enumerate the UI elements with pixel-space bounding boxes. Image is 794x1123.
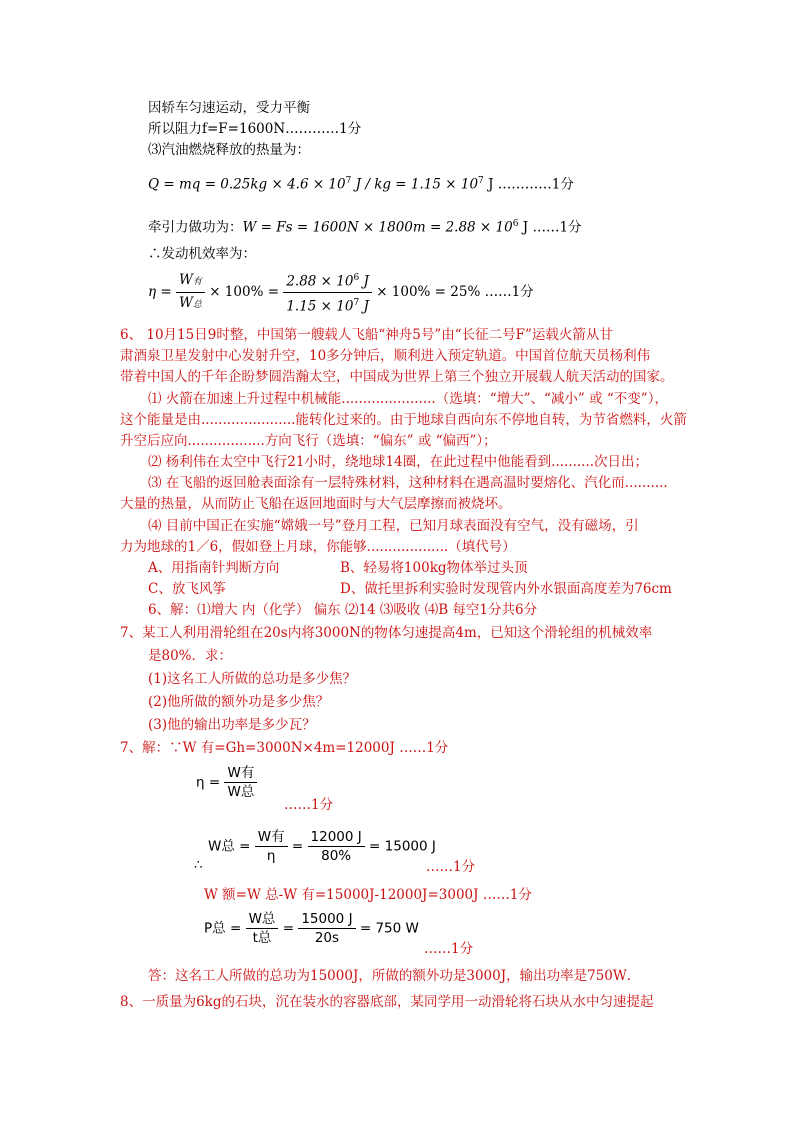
score-dots: ……1分 [424,941,474,957]
eq-part: × 100% = 25% ……1分 [376,284,534,300]
q7-answer: 答：这名工人所做的总功为15000J，所做的额外功是3000J，输出功率是750W． [148,968,641,984]
q6-sub1: ⑴ 火箭在加速上升过程中机械能......................（选填：“增大”、“减小” 或 “不变”）， [148,391,668,407]
heat-equation [148,172,574,194]
denominator: 20s [314,930,340,946]
q6-sub3: 大量的热量，从而防止飞船在返回地面时与大气层摩擦而被烧坏。 [120,496,512,512]
eq-part: J [359,273,369,290]
w-symbol: W [257,829,272,845]
q7-text: 7、某工人利用滑轮组在20s内将3000N的物体匀速提高4m，已知这个滑轮组的机械效率 [120,625,653,641]
eq-part: J / kg = 1.15 × 10 [351,176,479,193]
q6-sub1: 这个能量是由......................能转化过来的。由于地球自西向东不停地自转，为节省燃料，火箭 [120,412,687,428]
option-a: A、用指南针判断方向 [148,560,280,576]
eq-part: 2.88 × 10 [286,273,354,290]
power-formula [204,910,419,947]
score-dots: ……1分 [284,797,334,813]
eq-exponent: 7 [345,176,352,186]
subscript: 总 [221,838,235,855]
text-line: ∴发动机效率为： [148,246,256,262]
option-d: D、做托里拆利实验时发现管内外水银面高度差为76cm [340,581,672,597]
fraction [255,828,288,865]
equals: = [291,838,304,855]
result: = 750 W [359,920,419,937]
fraction [283,268,372,316]
w-symbol: W [179,271,193,288]
eq-part: 1.15 × 10 [286,298,354,314]
w-symbol: W [227,784,241,800]
score-dots: ……1分 [426,859,476,875]
fraction [246,910,279,947]
eq-part: × 100% = [209,284,280,300]
text-line: 所以阻力f=F=1600N…………1分 [148,121,362,137]
eq-exponent: 6 [512,219,519,229]
subscript: 有 [271,829,285,845]
eta-symbol: η = [148,284,172,300]
text-line: ⑶汽油燃烧释放的热量为： [148,142,310,158]
q6-sub4: ⑷ 目前中国正在实施“嫦娥一号”登月工程，已知月球表面没有空气，没有磁场，引 [148,518,639,534]
subscript: 总 [257,930,272,946]
text-line: 因轿车匀速运动，受力平衡 [148,100,310,116]
total-work-formula [208,828,436,865]
eq-exponent: 7 [353,297,360,308]
equals: = [229,920,242,937]
subscript: 总 [240,784,255,800]
eq-part: J ……1分 [518,219,582,236]
result: = 15000 J [369,838,436,855]
q7-sub1: (1)这名工人所做的总功是多少焦？ [148,671,357,687]
subscript: 总 [261,911,276,927]
q7-sub3: (3)他的输出功率是多少瓦？ [148,717,316,733]
eta-formula [196,764,257,801]
denominator: 80% [321,848,352,864]
subscript: 有 [192,276,202,287]
q6-sub1: 升空后应向..................方向飞行（选填：“偏东” 或 “偏西”）； [120,433,497,449]
q6-sub4: 力为地球的1／6，假如登上月球，你能够...................（填代号） [120,539,516,555]
eq-part: Q = mq = 0.25kg × 4.6 × 10 [148,176,346,193]
work-label: 牵引力做功为： [148,219,243,236]
extra-work-line: W 额=W 总-W 有=15000J-12000J=3000J ……1分 [204,887,532,903]
w-symbol: W [248,911,262,927]
q6-sub3: ⑶ 在飞船的返回舱表面涂有一层特殊材料，这种材料在遇高温时要熔化、汽化而.......... [148,475,668,491]
eta-symbol: η [266,848,276,864]
fraction [176,270,205,315]
eq-exponent: 7 [478,176,484,186]
eta-symbol: η = [196,774,221,791]
q6-text: 6、 10月15日9时整，中国第一艘载人飞船“神舟5号”由“长征二号F”运载火箭从甘 [120,327,613,343]
eq-exponent: 6 [353,273,360,283]
q7-text: 是80%．求： [148,648,233,664]
option-c: C、放飞风筝 [148,581,226,597]
equals: = [282,920,295,937]
q7-solution: 7、解：∵W 有=Gh=3000N×4m=12000J ……1分 [120,740,449,756]
fraction [298,910,355,947]
therefore-symbol: ∴ [194,857,203,873]
efficiency-equation [148,268,534,316]
eq-part: J [359,298,369,314]
option-b: B、轻易将100kg物体举过头顶 [340,560,528,576]
p-symbol: P [204,920,213,937]
w-symbol: W [179,294,193,311]
equals: = [239,838,251,855]
q6-text: 肃酒泉卫星发射中心发射升空，10多分钟后，顺利进入预定轨道。中国首位航天员杨利伟 [120,348,651,364]
numerator: 15000 J [298,910,355,929]
q8-text: 8、一质量为6kg的石块，沉在装水的容器底部，某同学用一动滑轮将石块从水中匀速提起 [120,994,654,1010]
fraction [224,764,257,801]
subscript: 总 [212,920,226,937]
w-symbol: W [208,838,222,855]
w-symbol: W [227,765,241,781]
numerator: 12000 J [308,828,365,847]
subscript: 有 [240,765,255,781]
q6-answer: 6、解：⑴增大 内（化学） 偏东 ⑵14 ⑶吸收 ⑷B 每空1分共6分 [148,602,538,618]
q7-sub2: (2)他所做的额外功是多少焦？ [148,694,330,710]
subscript: 总 [192,299,202,310]
eq-part: W = Fs = 1600N × 1800m = 2.88 × 10 [242,219,513,236]
fraction [308,828,365,865]
eq-part: J …………1分 [483,176,574,193]
work-equation [148,215,582,237]
q6-sub2: ⑵ 杨利伟在太空中飞行21小时，绕地球14圈，在此过程中他能看到..........次日出； [148,454,649,470]
q6-text: 带着中国人的千年企盼梦圆浩瀚太空，中国成为世界上第三个独立开展载人航天活动的国家。 [120,369,674,385]
t-symbol: t [252,930,258,946]
